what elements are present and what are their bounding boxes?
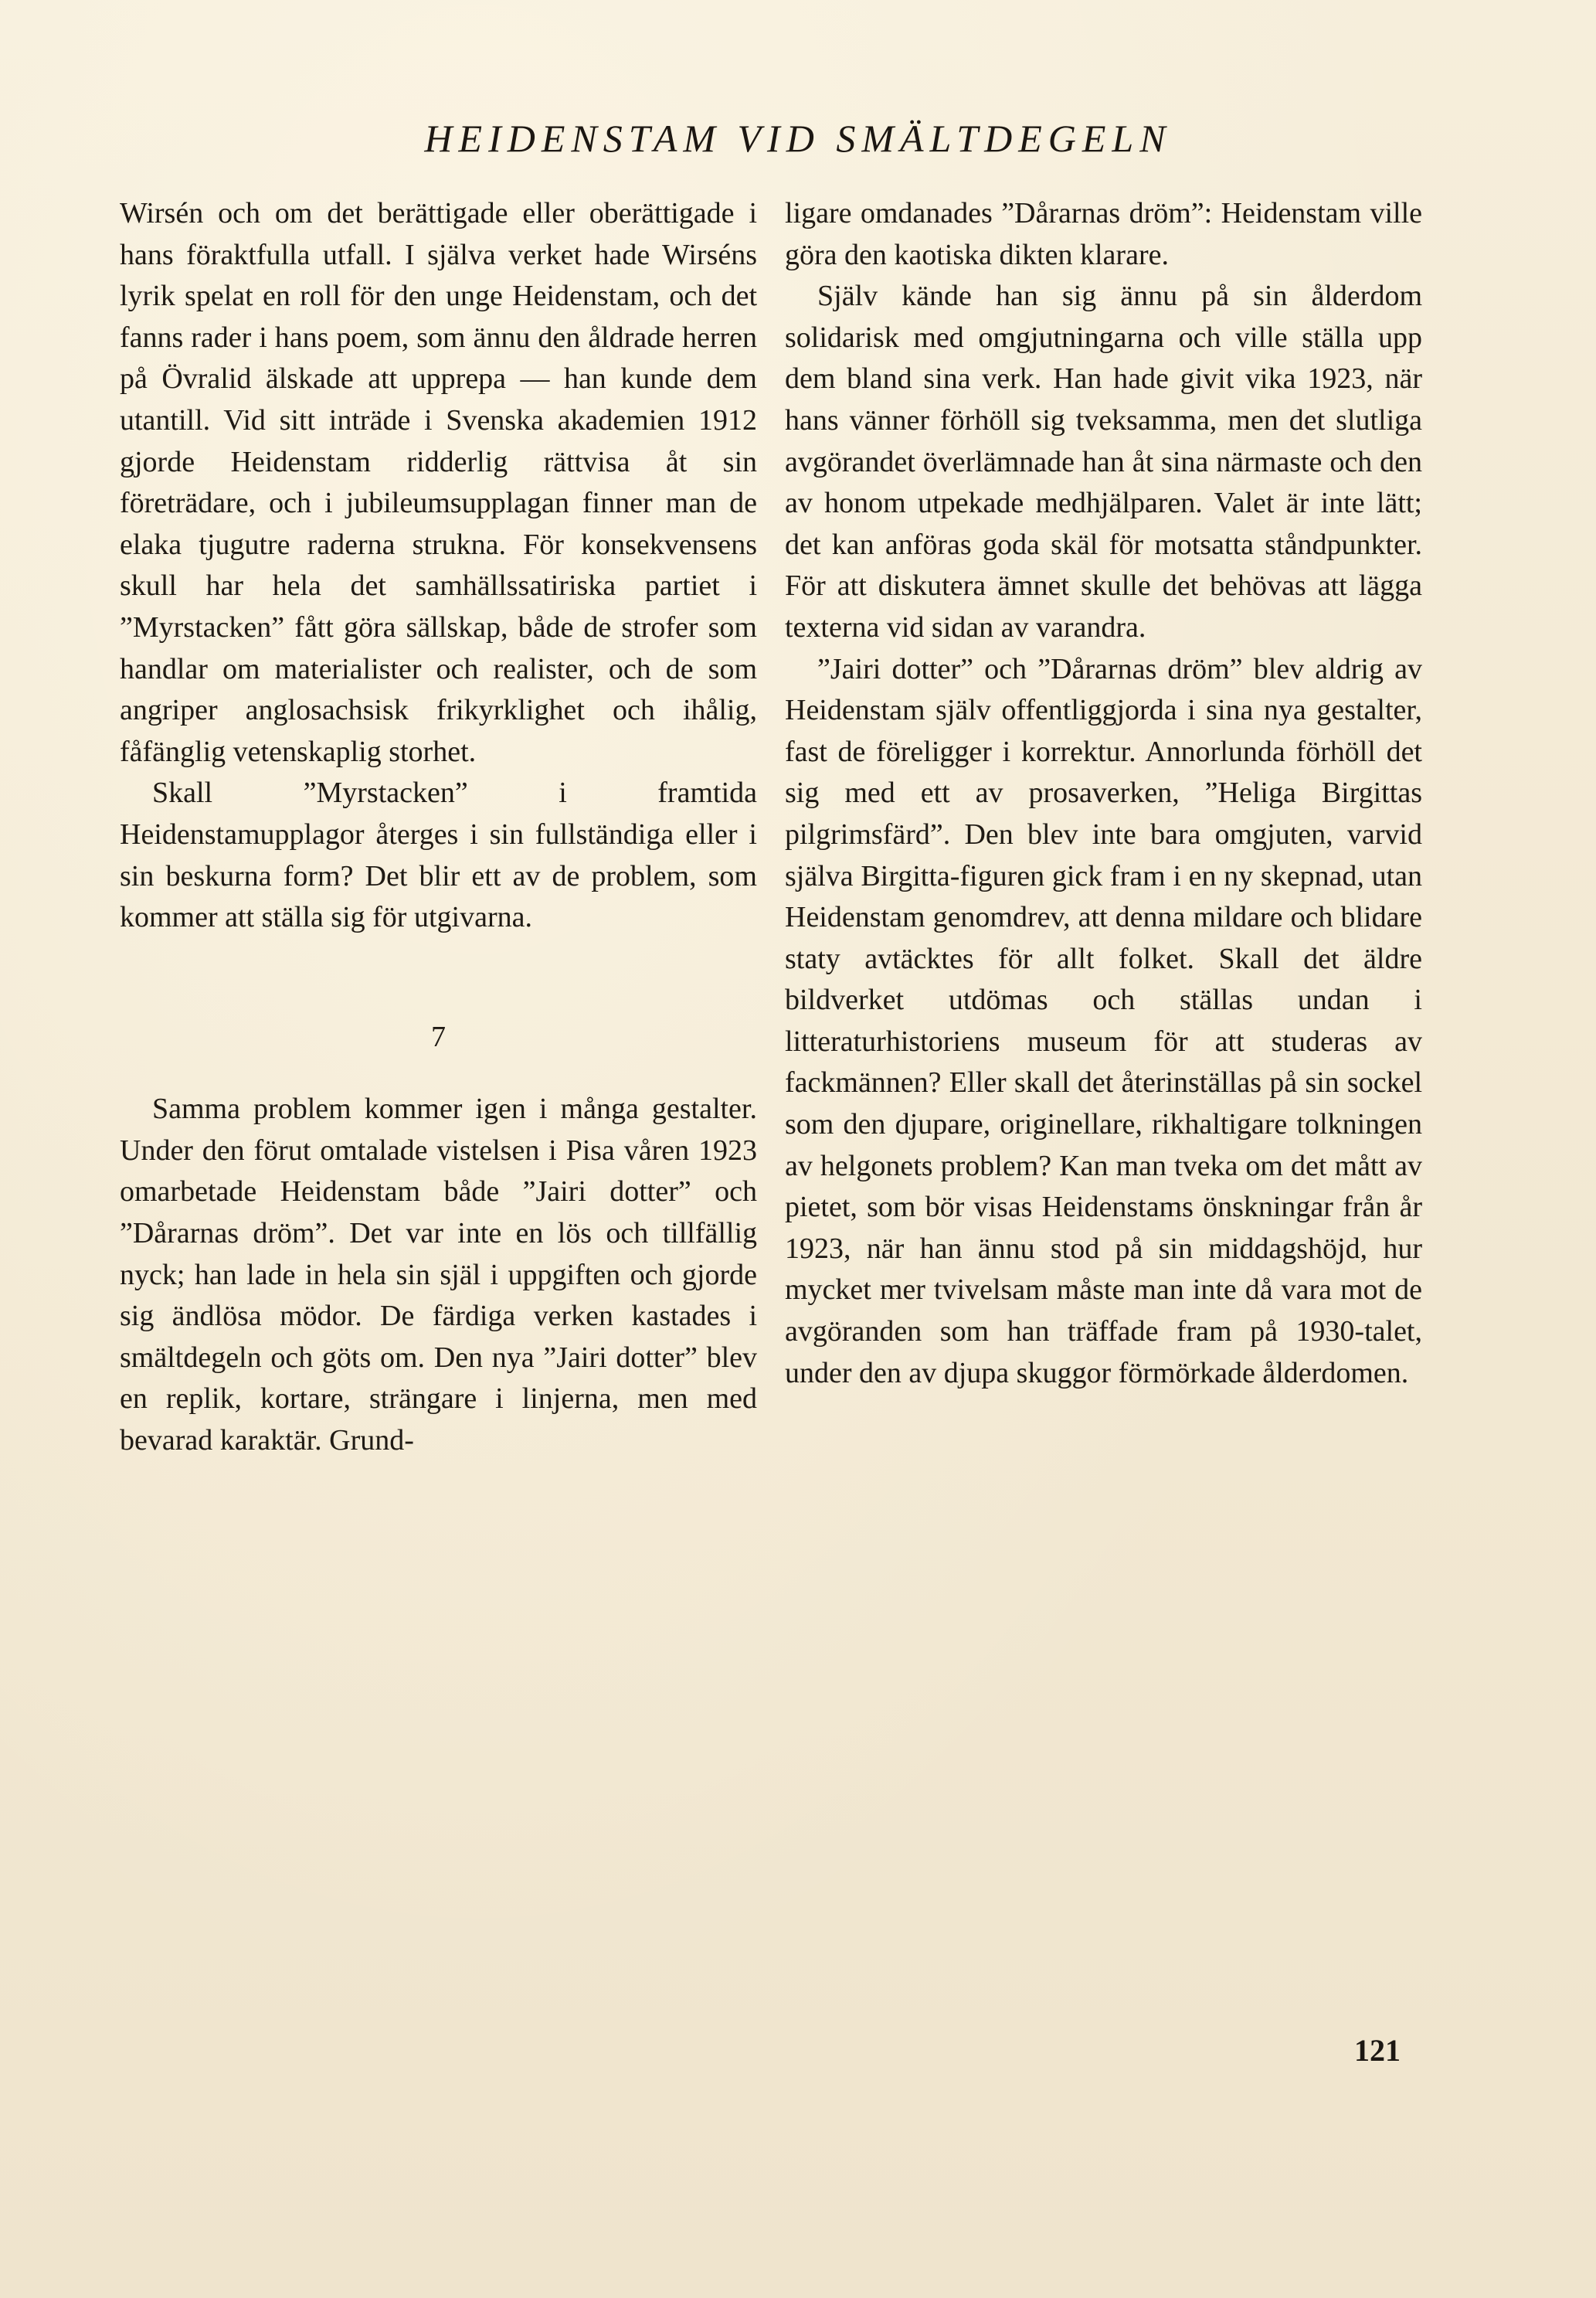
- section-number: 7: [431, 1020, 446, 1053]
- paragraph: ”Jairi dotter” och ”Dårarnas dröm” blev aldrig av Heidenstam själv offentliggjorda i sina nya gestalter, fast de föreligger i korrektur. Annorlunda förhöll det sig med ett av prosaverken, ”Heliga Birgittas pilgrimsfärd”. Den blev inte bara omgjuten, varvid själva Birgitta-figuren gick fram i en ny skepnad, utan Heidenstam genomdrev, att denna mildare och blidare staty avtäcktes för allt folket. Skall det äldre bildverket utdömas och ställas undan i litteraturhistoriens museum för att studeras av fackmännen? Eller skall det återinställas på sin sockel som den djupare, originellare, rikhaltigare tolkningen av helgonets problem? Kan man tveka om det mått av pietet, som bör visas Heidenstams önskningar från år 1923, när han ännu stod på sin middagshöjd, hur mycket mer tvivelsam måste man inte då vara mot de avgöranden som han träffade fram på 1930-talet, under den av djupa skuggor förmörkade ålderdomen.: [785, 652, 1422, 1389]
- paragraph: Wirsén och om det berättigade eller oberättigade i hans föraktfulla utfall. I själva verket hade Wirséns lyrik spelat en roll för den unge Heidenstam, och det fanns rader i hans poem, som ännu den åldrade herren på Övralid älskade att upprepa — han kunde dem utantill. Vid sitt inträde i Svenska akademien 1912 gjorde Heidenstam ridderlig rättvisa åt sin företrädare, och i jubileumsupplagan finner man de elaka tjugutre raderna strukna. För konsekvensens skull har hela det samhällssatiriska partiet i ”Myrstacken” fått göra sällskap, både de strofer som handlar om materialister och realister, och de som angriper anglosachsisk frikyrklighet och ihålig, fåfänglig vetenskaplig storhet.: [120, 197, 757, 768]
- right-column: [785, 193, 1422, 1394]
- left-column: [120, 193, 757, 1462]
- paragraph: ligare omdanades ”Dårarnas dröm”: Heidenstam ville göra den kaotiska dikten klarare.: [785, 197, 1422, 271]
- paragraph: Själv kände han sig ännu på sin ålderdom solidarisk med omgjutningarna och ville ställa upp dem bland sina verk. Han hade givit vika 1923, när hans vänner förhöll sig tveksamma, men det slutliga avgörandet överlämnade han åt sina närmaste och den av honom utpekade medhjälparen. Valet är inte lätt; det kan anföras goda skäl för motsatta ståndpunkter. För att diskutera ämnet skulle det behövas att lägga texterna vid sidan av varandra.: [785, 280, 1422, 644]
- page-number: 121: [1354, 2033, 1401, 2068]
- paragraph: Samma problem kommer igen i många gestalter. Under den förut omtalade vistelsen i Pisa våren 1923 omarbetade Heidenstam både ”Jairi dotter” och ”Dårarnas dröm”. Det var inte en lös och tillfällig nyck; han lade in hela sin själ i uppgiften och gjorde sig ändlösa mödor. De färdiga verken kastades i smältdegeln och göts om. Den nya ”Jairi dotter” blev en replik, kortare, strängare i linjerna, men med bevarad karaktär. Grund-: [120, 1093, 757, 1457]
- paragraph: Skall ”Myrstacken” i framtida Heidenstamupplagor återges i sin fullständiga eller i sin beskurna form? Det blir ett av de problem, som kommer att ställa sig för utgivarna.: [120, 777, 757, 934]
- running-head: HEIDENSTAM VID SMÄLTDEGELN: [424, 117, 1172, 160]
